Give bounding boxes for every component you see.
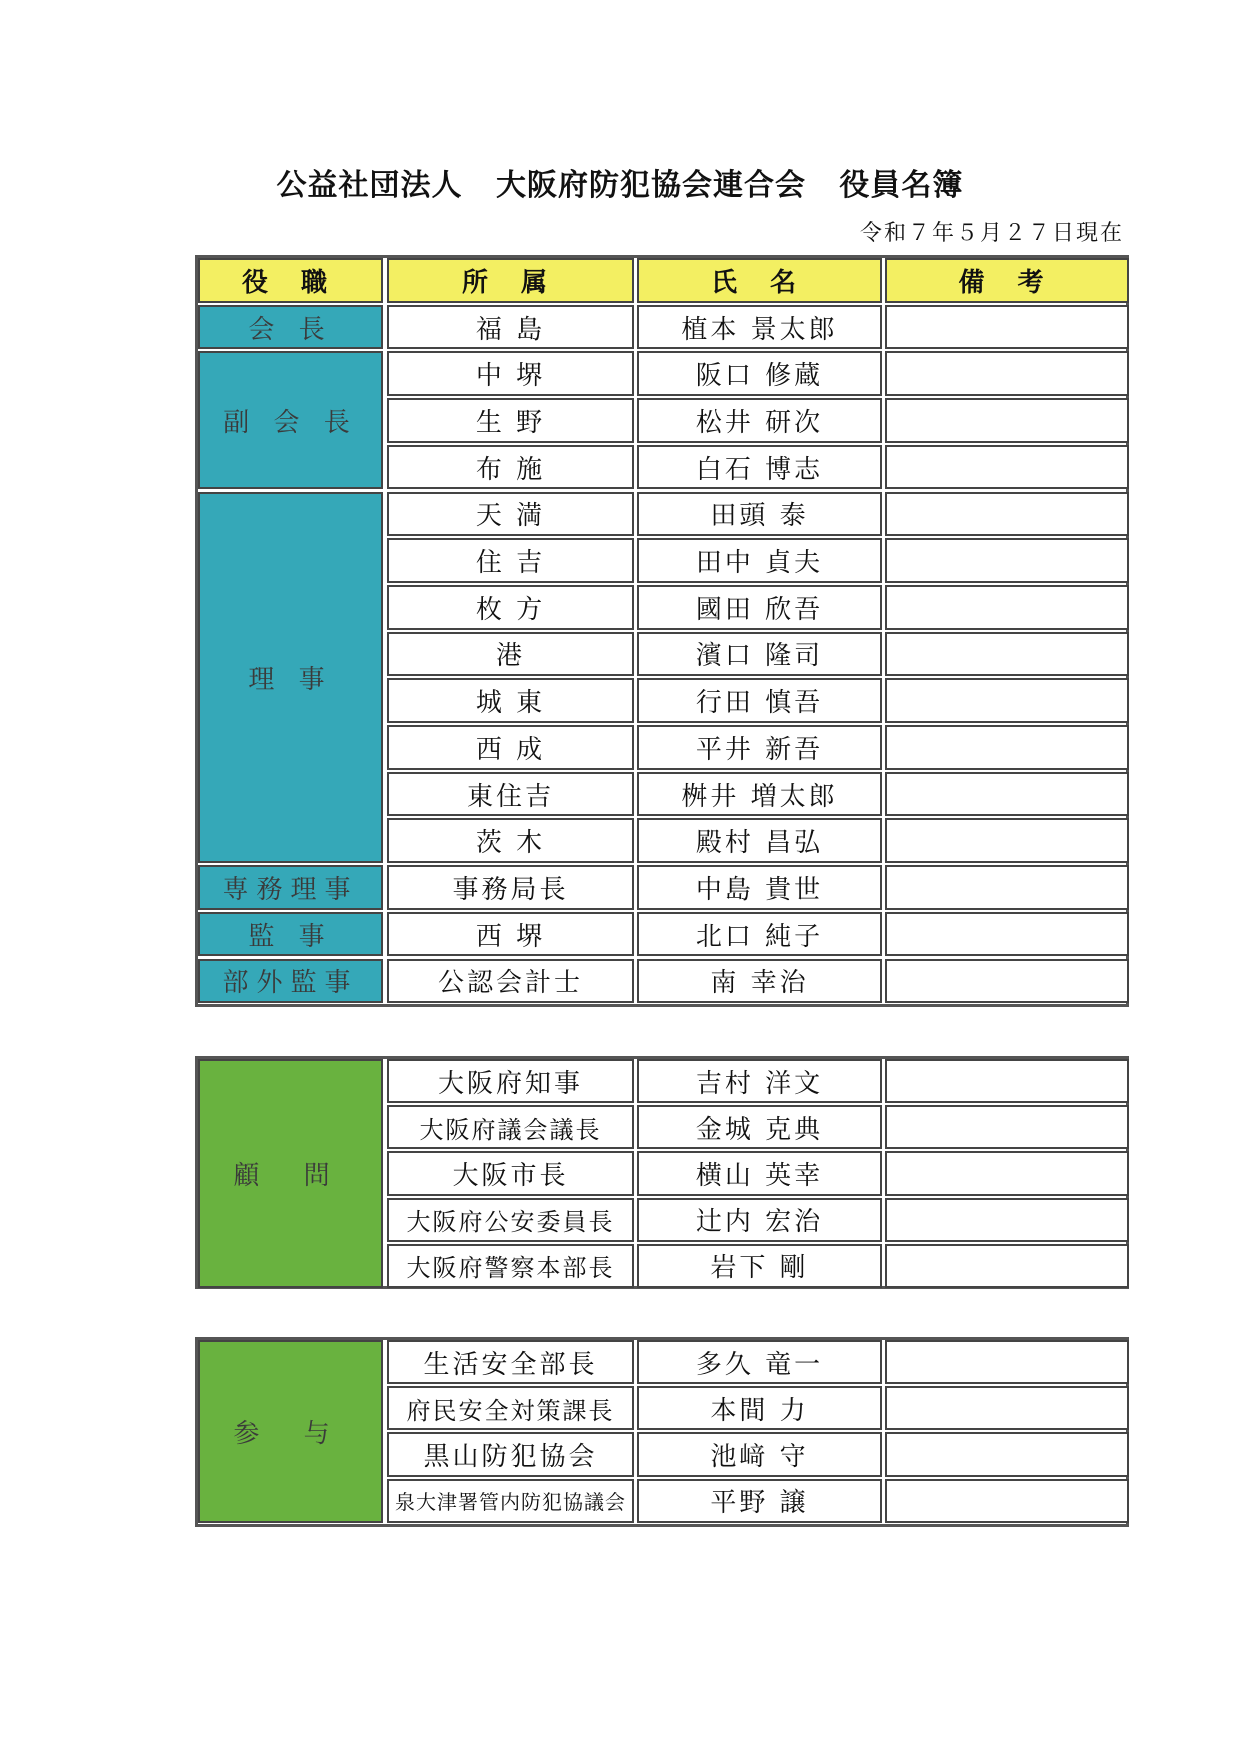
header-remarks: 備 考: [885, 258, 1129, 303]
as-of-date: 令和７年５月２７日現在: [859, 221, 1124, 246]
role-cell: 専務理事: [198, 865, 383, 910]
name-cell: 吉村 洋文: [637, 1059, 882, 1103]
affiliation-cell: 中 堺: [387, 351, 634, 396]
role-cell: 理 事: [198, 492, 383, 864]
affiliation-cell: 東住吉: [387, 772, 634, 817]
remarks-cell: [885, 632, 1129, 677]
name-cell: 池﨑 守: [637, 1432, 882, 1476]
role-cell: 監 事: [198, 912, 383, 957]
remarks-cell: [885, 1340, 1129, 1384]
name-cell: 本間 力: [637, 1386, 882, 1430]
affiliation-cell: 西 成: [387, 725, 634, 770]
officers-table: [195, 255, 1129, 1007]
remarks-cell: [885, 725, 1129, 770]
affiliation-cell: 府民安全対策課長: [387, 1386, 634, 1430]
role-cell: 部外監事: [198, 959, 383, 1004]
affiliation-cell: 事務局長: [387, 865, 634, 910]
remarks-cell: [885, 1386, 1129, 1430]
name-cell: 殿村 昌弘: [637, 818, 882, 863]
remarks-cell: [885, 865, 1129, 910]
affiliation-cell: 生活安全部長: [387, 1340, 634, 1384]
affiliation-cell: 大阪府公安委員長: [387, 1198, 634, 1242]
remarks-cell: [885, 1244, 1129, 1288]
remarks-cell: [885, 1105, 1129, 1149]
remarks-cell: [885, 772, 1129, 817]
role-cell: 顧 問: [198, 1059, 383, 1288]
affiliation-cell: 城 東: [387, 678, 634, 723]
affiliation-cell: 大阪市長: [387, 1151, 634, 1195]
name-cell: 南 幸治: [637, 959, 882, 1004]
remarks-cell: [885, 492, 1129, 537]
name-cell: 多久 竜一: [637, 1340, 882, 1384]
affiliation-cell: 泉大津署管内防犯協議会: [387, 1479, 634, 1523]
role-cell: 副 会 長: [198, 351, 383, 489]
name-cell: 平野 譲: [637, 1479, 882, 1523]
name-cell: 阪口 修蔵: [637, 351, 882, 396]
name-cell: 桝井 増太郎: [637, 772, 882, 817]
affiliation-cell: 生 野: [387, 398, 634, 443]
remarks-cell: [885, 1198, 1129, 1242]
name-cell: 松井 研次: [637, 398, 882, 443]
name-cell: 白石 博志: [637, 445, 882, 490]
affiliation-cell: 天 満: [387, 492, 634, 537]
header-name: 氏 名: [637, 258, 882, 303]
remarks-cell: [885, 1151, 1129, 1195]
header-affiliation: 所 属: [387, 258, 634, 303]
name-cell: 濱口 隆司: [637, 632, 882, 677]
remarks-cell: [885, 351, 1129, 396]
name-cell: 平井 新吾: [637, 725, 882, 770]
role-cell: 参 与: [198, 1340, 383, 1523]
name-cell: 植本 景太郎: [637, 305, 882, 350]
role-cell: 会 長: [198, 305, 383, 350]
name-cell: 國田 欣吾: [637, 585, 882, 630]
page-title: 公益社団法人 大阪府防犯協会連合会 役員名簿: [276, 168, 964, 203]
affiliation-cell: 大阪府知事: [387, 1059, 634, 1103]
remarks-cell: [885, 1432, 1129, 1476]
name-cell: 岩下 剛: [637, 1244, 882, 1288]
affiliation-cell: 枚 方: [387, 585, 634, 630]
affiliation-cell: 港: [387, 632, 634, 677]
affiliation-cell: 黒山防犯協会: [387, 1432, 634, 1476]
counselors-table: [195, 1337, 1129, 1527]
remarks-cell: [885, 912, 1129, 957]
name-cell: 田中 貞夫: [637, 538, 882, 583]
remarks-cell: [885, 818, 1129, 863]
remarks-cell: [885, 1479, 1129, 1523]
name-cell: 金城 克典: [637, 1105, 882, 1149]
remarks-cell: [885, 305, 1129, 350]
remarks-cell: [885, 585, 1129, 630]
remarks-cell: [885, 445, 1129, 490]
name-cell: 横山 英幸: [637, 1151, 882, 1195]
name-cell: 辻内 宏治: [637, 1198, 882, 1242]
name-cell: 行田 慎吾: [637, 678, 882, 723]
remarks-cell: [885, 398, 1129, 443]
affiliation-cell: 公認会計士: [387, 959, 634, 1004]
remarks-cell: [885, 678, 1129, 723]
header-role: 役 職: [198, 258, 383, 303]
remarks-cell: [885, 538, 1129, 583]
name-cell: 北口 純子: [637, 912, 882, 957]
affiliation-cell: 大阪府警察本部長: [387, 1244, 634, 1288]
affiliation-cell: 茨 木: [387, 818, 634, 863]
name-cell: 田頭 泰: [637, 492, 882, 537]
affiliation-cell: 西 堺: [387, 912, 634, 957]
remarks-cell: [885, 1059, 1129, 1103]
affiliation-cell: 住 吉: [387, 538, 634, 583]
name-cell: 中島 貴世: [637, 865, 882, 910]
affiliation-cell: 大阪府議会議長: [387, 1105, 634, 1149]
affiliation-cell: 布 施: [387, 445, 634, 490]
affiliation-cell: 福 島: [387, 305, 634, 350]
advisors-table: [195, 1056, 1129, 1289]
remarks-cell: [885, 959, 1129, 1004]
